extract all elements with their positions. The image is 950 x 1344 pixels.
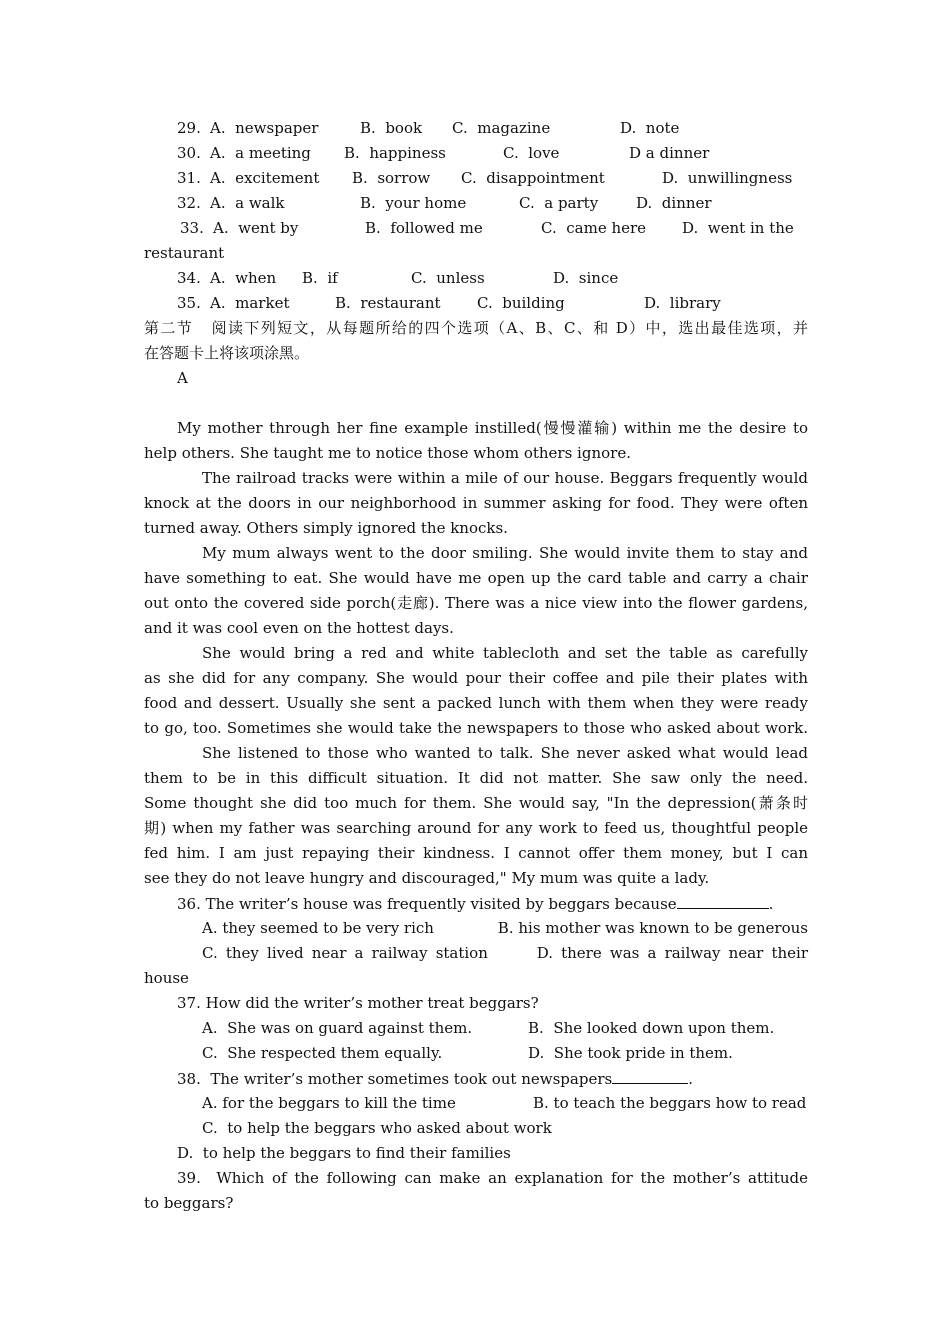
question-stem: 38. The writer’s mother sometimes took out newspapers	[177, 1070, 613, 1088]
option-b: B. sorrow	[352, 169, 431, 187]
passage-label: A	[177, 369, 188, 387]
item-number: 30.	[177, 144, 201, 162]
option-a: A. excitement	[210, 169, 320, 187]
option-d: D a dinner	[629, 144, 710, 162]
cloze-item-33	[144, 216, 808, 241]
option-c: C. a party	[519, 194, 599, 212]
passage-line: turned away. Others simply ignored the knocks.	[144, 519, 508, 537]
option-a: A. She was on guard against them.	[202, 1019, 473, 1037]
option-b: B. happiness	[344, 144, 446, 162]
passage-line: She listened to those who wanted to talk. She never asked what would lead	[202, 744, 808, 762]
cloze-item-33-wrap: restaurant	[144, 244, 225, 262]
item-number: 31.	[177, 169, 201, 187]
question-end: .	[688, 1070, 693, 1088]
option-d: D. note	[620, 119, 680, 137]
option-b: B. restaurant	[335, 294, 441, 312]
passage-line: Some thought she did too much for them. She would say, "In the depression(萧条时	[144, 794, 808, 812]
option-c: C. magazine	[452, 119, 551, 137]
question-36-options-cd	[144, 941, 808, 966]
option-c: C. came here	[541, 219, 647, 237]
cloze-item-29	[144, 116, 808, 141]
passage-paragraph-2	[144, 466, 808, 541]
item-number: 32.	[177, 194, 201, 212]
option-a: A. they seemed to be very rich	[202, 919, 434, 937]
passage-line: have something to eat. She would have me open up the card table and carry a chair	[144, 569, 808, 587]
question-end: .	[768, 895, 774, 913]
section-instruction: 第二节 阅读下列短文，从每题所给的四个选项（A、B、C、和 D）中，选出最佳选项，并	[144, 319, 808, 337]
passage-line: knock at the doors in our neighborhood in summer asking for food. They were often	[144, 494, 808, 512]
cloze-item-32	[144, 191, 808, 216]
option-b: B. your home	[360, 194, 467, 212]
option-a: A. newspaper	[210, 119, 319, 137]
question-38-option-c: C. to help the beggars who asked about work	[202, 1119, 552, 1137]
passage-line: see they do not leave hungry and discouraged," My mum was quite a lady.	[144, 869, 710, 887]
option-d: D. since	[553, 269, 619, 287]
question-37-options-cd	[144, 1041, 808, 1066]
item-number: 35.	[177, 294, 201, 312]
option-a: A. when	[210, 269, 277, 287]
passage-line: as she did for any company. She would pour their coffee and pile their plates with	[144, 669, 808, 687]
passage-line: help others. She taught me to notice those whom others ignore.	[144, 444, 631, 462]
question-36-wrap: house	[144, 969, 189, 987]
passage-line: food and dessert. Usually she sent a packed lunch with them when they were ready	[144, 694, 808, 712]
passage-line: 期) when my father was searching around for any work to feed us, thoughtful people	[144, 819, 808, 837]
option-c: C. building	[477, 294, 565, 312]
question-38-options-ab	[144, 1091, 808, 1116]
option-d: D. library	[644, 294, 721, 312]
cloze-item-30	[144, 141, 808, 166]
passage-line: to go, too. Sometimes she would take the newspapers to those who asked about work.	[144, 719, 808, 737]
option-d: D. there was a railway near their	[536, 944, 808, 962]
option-a: A. went by	[213, 219, 299, 237]
question-39: 39. Which of the following can make an explanation for the mother’s attitude	[177, 1169, 808, 1187]
option-d: D. dinner	[636, 194, 712, 212]
section-instruction-cont: 在答题卡上将该项涂黑。	[144, 344, 310, 362]
option-b: B. his mother was known to be generous	[497, 919, 808, 937]
question-38	[144, 1066, 808, 1091]
option-c: C. disappointment	[461, 169, 605, 187]
passage-paragraph-4	[144, 641, 808, 741]
passage-paragraph-3	[144, 541, 808, 641]
passage-line: out onto the covered side porch(走廊). There was a nice view into the flower gardens,	[144, 594, 808, 612]
option-a: A. a meeting	[210, 144, 311, 162]
option-b: B. followed me	[365, 219, 483, 237]
cloze-item-34	[144, 266, 808, 291]
option-a: A. market	[210, 294, 290, 312]
option-b: B. to teach the beggars how to read	[533, 1094, 807, 1112]
option-b: B. She looked down upon them.	[528, 1019, 775, 1037]
question-39-wrap: to beggars?	[144, 1194, 234, 1212]
option-c: C. She respected them equally.	[202, 1044, 443, 1062]
passage-paragraph-1	[144, 416, 808, 466]
question-38-option-d: D. to help the beggars to find their families	[177, 1144, 511, 1162]
question-stem: 36. The writer’s house was frequently visited by beggars because	[177, 895, 677, 913]
passage-line: My mother through her fine example instilled(慢慢灌输) within me the desire to	[177, 419, 808, 437]
question-36	[144, 891, 808, 916]
cloze-item-35	[144, 291, 808, 316]
question-36-options-ab	[144, 916, 808, 941]
question-37-options-ab	[144, 1016, 808, 1041]
item-number: 33.	[180, 219, 204, 237]
item-number: 29.	[177, 119, 201, 137]
exam-page	[144, 116, 808, 1216]
answer-blank	[677, 891, 769, 909]
passage-line: She would bring a red and white tablecloth and set the table as carefully	[202, 644, 808, 662]
option-d: D. went in the	[682, 219, 794, 237]
passage-line: The railroad tracks were within a mile of our house. Beggars frequently would	[202, 469, 808, 487]
cloze-item-31	[144, 166, 808, 191]
passage-paragraph-5	[144, 741, 808, 891]
option-d: D. unwillingness	[662, 169, 793, 187]
spacer	[144, 391, 808, 416]
passage-line: and it was cool even on the hottest days.	[144, 619, 454, 637]
passage-line: My mum always went to the door smiling. She would invite them to stay and	[202, 544, 808, 562]
answer-blank	[612, 1066, 688, 1084]
option-a: A. a walk	[210, 194, 285, 212]
option-d: D. She took pride in them.	[528, 1044, 733, 1062]
option-b: B. book	[360, 119, 423, 137]
question-37: 37. How did the writer’s mother treat beggars?	[177, 994, 539, 1012]
item-number: 34.	[177, 269, 201, 287]
passage-line: them to be in this difficult situation. It did not matter. She saw only the need.	[144, 769, 808, 787]
passage-line: fed him. I am just repaying their kindness. I cannot offer them money, but I can	[144, 844, 808, 862]
option-c: C. love	[503, 144, 560, 162]
option-a: A. for the beggars to kill the time	[202, 1094, 456, 1112]
option-b: B. if	[302, 269, 338, 287]
option-c: C. they lived near a railway station	[202, 944, 488, 962]
option-c: C. unless	[411, 269, 485, 287]
